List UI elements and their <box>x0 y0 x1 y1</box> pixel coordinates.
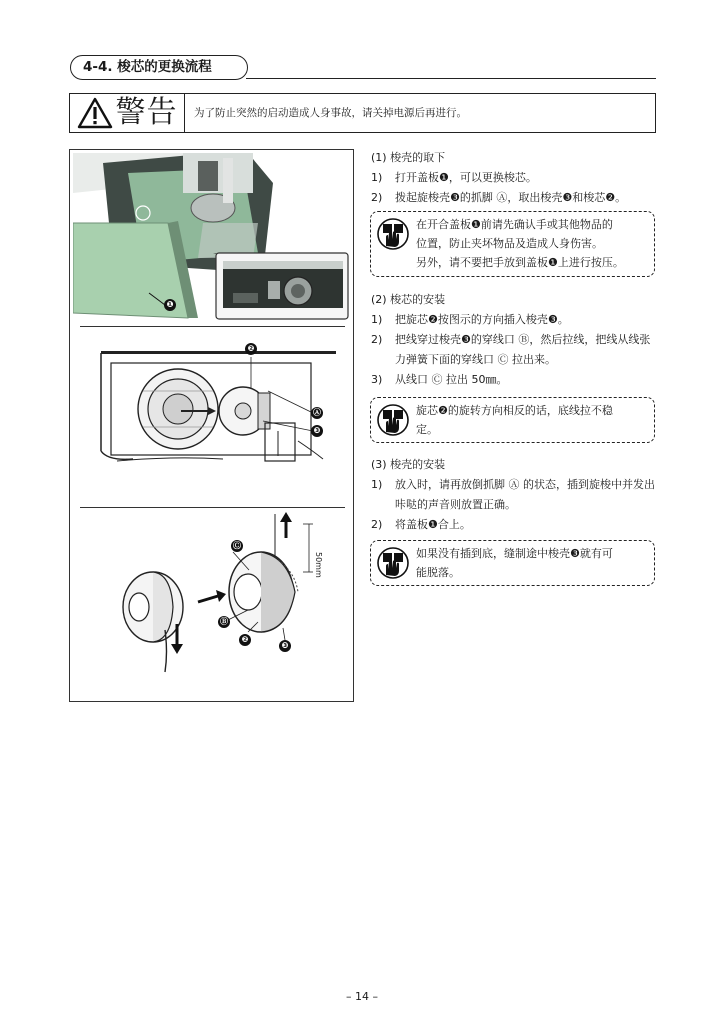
part2-step <box>371 310 661 330</box>
figure-divider-1 <box>80 326 345 327</box>
section-title: 4-4. 梭芯的更换流程 <box>70 55 248 80</box>
caution-3-text <box>409 544 650 582</box>
caution-hand-icon <box>377 547 409 579</box>
caution-1-text <box>409 215 650 272</box>
caution-line: 在开合盖板❶前请先确认手或其他物品的 <box>416 218 613 231</box>
part2-block <box>371 290 661 390</box>
part3-heading: (3) 梭壳的安装 <box>371 458 446 471</box>
part3-block <box>371 455 661 535</box>
warning-triangle-icon <box>77 97 113 129</box>
part1-step <box>371 168 661 188</box>
bobbin-insertion-drawing <box>73 512 350 697</box>
caution-line: 如果没有插到底，缝制途中梭壳❸就有可 <box>416 547 613 560</box>
fig3-callout-bobbin: ❷ <box>239 634 251 646</box>
warning-label: 警告 <box>115 95 178 130</box>
caution-line: 位置，防止夹坏物品及造成人身伤害。 <box>416 237 603 250</box>
caution-line: 另外，请不要把手放到盖板❶上进行按压。 <box>416 256 624 269</box>
fig3-callout-case: ❸ <box>279 640 291 652</box>
part1-block <box>371 148 661 208</box>
part2-heading: (2) 梭芯的安装 <box>371 293 446 306</box>
caution-hand-icon <box>377 218 409 250</box>
step-number: 2) <box>371 333 383 346</box>
step-text: 拨起旋梭壳❸的抓脚 Ⓐ，取出梭壳❸和梭芯❷。 <box>395 191 627 204</box>
fig2-callout-case: ❸ <box>311 425 323 437</box>
step-text: 放入时，请再放倒抓脚 Ⓐ 的状态，插到旋梭中并发出咔哒的声音则放置正确。 <box>395 478 655 511</box>
warning-head <box>70 94 185 132</box>
step-number: 1) <box>371 313 383 326</box>
step-text: 把线穿过梭壳❸的穿线口 Ⓑ，然后拉线，把线从线张力弹簧下面的穿线口 Ⓒ 拉出来。 <box>395 333 651 366</box>
bobbin-case-drawing <box>73 331 350 471</box>
caution-2-text <box>409 401 650 439</box>
figure-divider-2 <box>80 507 345 508</box>
step-text: 从线口 Ⓒ 拉出 50㎜。 <box>395 373 508 386</box>
part2-step <box>371 370 661 390</box>
warning-text: 为了防止突然的启动造成人身事故，请关掉电源后再进行。 <box>194 107 467 119</box>
photo-callout-cover: ❶ <box>164 299 176 311</box>
step-number: 3) <box>371 373 383 386</box>
machine-photo-image <box>73 153 350 321</box>
step-number: 1) <box>371 171 383 184</box>
step-number: 2) <box>371 191 383 204</box>
bobbin-insertion-diagram <box>73 512 350 697</box>
dimension-label: 50mm <box>314 552 323 578</box>
fig2-callout-bobbin: ❷ <box>245 343 257 355</box>
part3-step <box>371 515 661 535</box>
figure-frame <box>69 149 354 702</box>
bobbin-case-diagram <box>73 331 350 471</box>
caution-box-2 <box>370 397 655 443</box>
caution-box-1 <box>370 211 655 277</box>
step-number: 2) <box>371 518 383 531</box>
caution-hand-icon <box>377 404 409 436</box>
warning-box <box>69 93 656 133</box>
fig2-callout-latch: Ⓐ <box>313 408 321 417</box>
step-text: 打开盖板❶，可以更换梭芯。 <box>395 171 537 184</box>
part3-step <box>371 475 661 515</box>
caution-line: 定。 <box>416 423 438 436</box>
part1-step <box>371 188 661 208</box>
title-rule <box>246 78 656 79</box>
part2-step <box>371 330 661 370</box>
caution-box-3 <box>370 540 655 586</box>
caution-line: 旋芯❷的旋转方向相反的话，底线拉不稳 <box>416 404 613 417</box>
caution-line: 能脱落。 <box>416 566 460 579</box>
fig3-callout-c: Ⓒ <box>233 541 241 550</box>
step-text: 把旋芯❷按图示的方向插入梭壳❸。 <box>395 313 569 326</box>
step-text: 将盖板❶合上。 <box>395 518 471 531</box>
fig3-callout-b: Ⓑ <box>220 617 228 626</box>
machine-photo <box>73 153 350 321</box>
part1-heading: (1) 梭壳的取下 <box>371 151 446 164</box>
step-number: 1) <box>371 478 383 491</box>
page-number: – 14 – <box>346 990 378 1003</box>
